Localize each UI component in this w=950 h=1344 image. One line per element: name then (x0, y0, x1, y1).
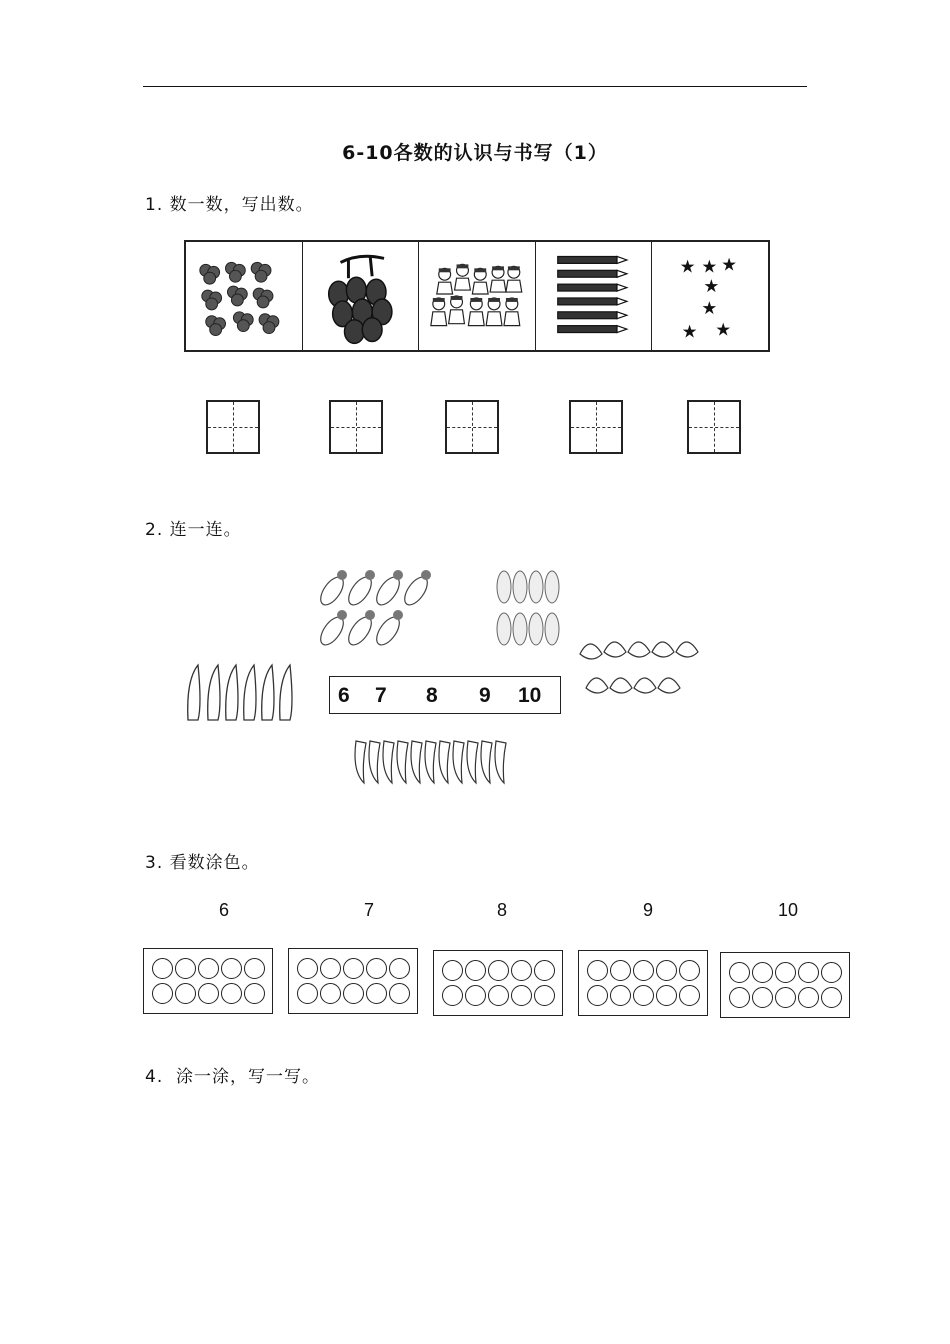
circle[interactable] (488, 985, 509, 1006)
circle[interactable] (244, 958, 265, 979)
circle[interactable] (798, 987, 819, 1008)
question-2-label: 2. 连一连。 (145, 520, 242, 540)
color-number-10: 10 (777, 900, 799, 920)
circle[interactable] (320, 958, 341, 979)
circle[interactable] (297, 983, 318, 1004)
circle[interactable] (610, 985, 631, 1006)
writing-box-5[interactable] (687, 400, 741, 454)
circle[interactable] (198, 958, 219, 979)
circle[interactable] (752, 987, 773, 1008)
circle[interactable] (198, 983, 219, 1004)
circle[interactable] (587, 960, 608, 981)
circle[interactable] (534, 960, 555, 981)
circle[interactable] (729, 962, 750, 983)
circle[interactable] (442, 960, 463, 981)
circle[interactable] (175, 958, 196, 979)
circle[interactable] (389, 983, 410, 1004)
cabbage-icon (572, 632, 717, 707)
chili-peppers-icon (350, 735, 530, 790)
circle[interactable] (465, 985, 486, 1006)
circle[interactable] (366, 958, 387, 979)
circle[interactable] (343, 958, 364, 979)
circle[interactable] (152, 958, 173, 979)
circle[interactable] (221, 983, 242, 1004)
circle-frame-3 (433, 950, 563, 1016)
circle[interactable] (656, 985, 677, 1006)
circle[interactable] (610, 960, 631, 981)
writing-box-1[interactable] (206, 400, 260, 454)
circle[interactable] (633, 985, 654, 1006)
circle[interactable] (656, 960, 677, 981)
number-6[interactable]: 6 (338, 684, 350, 707)
stars-icon (652, 242, 768, 350)
number-10[interactable]: 10 (518, 684, 542, 707)
circle[interactable] (821, 962, 842, 983)
writing-box-4[interactable] (569, 400, 623, 454)
number-8[interactable]: 8 (426, 684, 438, 707)
svg-text:★: ★ (701, 256, 718, 278)
svg-text:★: ★ (680, 256, 696, 278)
number-7[interactable]: 7 (375, 684, 387, 707)
circle[interactable] (534, 985, 555, 1006)
circle[interactable] (389, 958, 410, 979)
question-4-label: 4. 涂一涂，写一写。 (145, 1067, 321, 1087)
carrots-icon (310, 565, 450, 655)
writing-box-2[interactable] (329, 400, 383, 454)
corn-icon (492, 565, 577, 655)
color-number-9: 9 (642, 900, 653, 920)
circle[interactable] (587, 985, 608, 1006)
svg-text:★: ★ (721, 254, 738, 276)
page-title: 6-10各数的认识与书写（1） (342, 142, 608, 164)
circle[interactable] (343, 983, 364, 1004)
svg-text:★: ★ (715, 319, 732, 341)
circle-frame-1 (143, 948, 273, 1014)
circle[interactable] (297, 958, 318, 979)
circle[interactable] (244, 983, 265, 1004)
circle[interactable] (511, 985, 532, 1006)
question-3-label: 3. 看数涂色。 (145, 853, 260, 873)
color-number-8: 8 (496, 900, 507, 920)
circle[interactable] (752, 962, 773, 983)
number-9[interactable]: 9 (479, 684, 491, 707)
circle[interactable] (488, 960, 509, 981)
svg-text:★: ★ (701, 297, 718, 319)
circle[interactable] (729, 987, 750, 1008)
circle[interactable] (175, 983, 196, 1004)
pencils-icon (536, 242, 653, 350)
circle[interactable] (679, 985, 700, 1006)
cucumbers-icon (180, 660, 310, 730)
circle[interactable] (442, 985, 463, 1006)
circle[interactable] (798, 962, 819, 983)
grapes-icon (303, 242, 420, 350)
circle-frame-5 (720, 952, 850, 1018)
circle[interactable] (775, 962, 796, 983)
circle[interactable] (152, 983, 173, 1004)
color-number-7: 7 (363, 900, 374, 920)
circle[interactable] (821, 987, 842, 1008)
picture-strip (184, 240, 770, 352)
color-number-6: 6 (218, 900, 229, 920)
circle[interactable] (511, 960, 532, 981)
circle-frame-2 (288, 948, 418, 1014)
question-1-label: 1. 数一数，写出数。 (145, 195, 314, 215)
circle[interactable] (221, 958, 242, 979)
circle[interactable] (775, 987, 796, 1008)
svg-text:★: ★ (682, 321, 698, 343)
clover-icon (186, 242, 303, 350)
number-box (329, 676, 561, 714)
writing-box-3[interactable] (445, 400, 499, 454)
circle[interactable] (679, 960, 700, 981)
circle-frame-4 (578, 950, 708, 1016)
circle[interactable] (633, 960, 654, 981)
svg-text:★: ★ (703, 276, 720, 298)
circle[interactable] (366, 983, 387, 1004)
circle[interactable] (465, 960, 486, 981)
children-icon (419, 242, 536, 350)
circle[interactable] (320, 983, 341, 1004)
top-rule (143, 86, 807, 87)
